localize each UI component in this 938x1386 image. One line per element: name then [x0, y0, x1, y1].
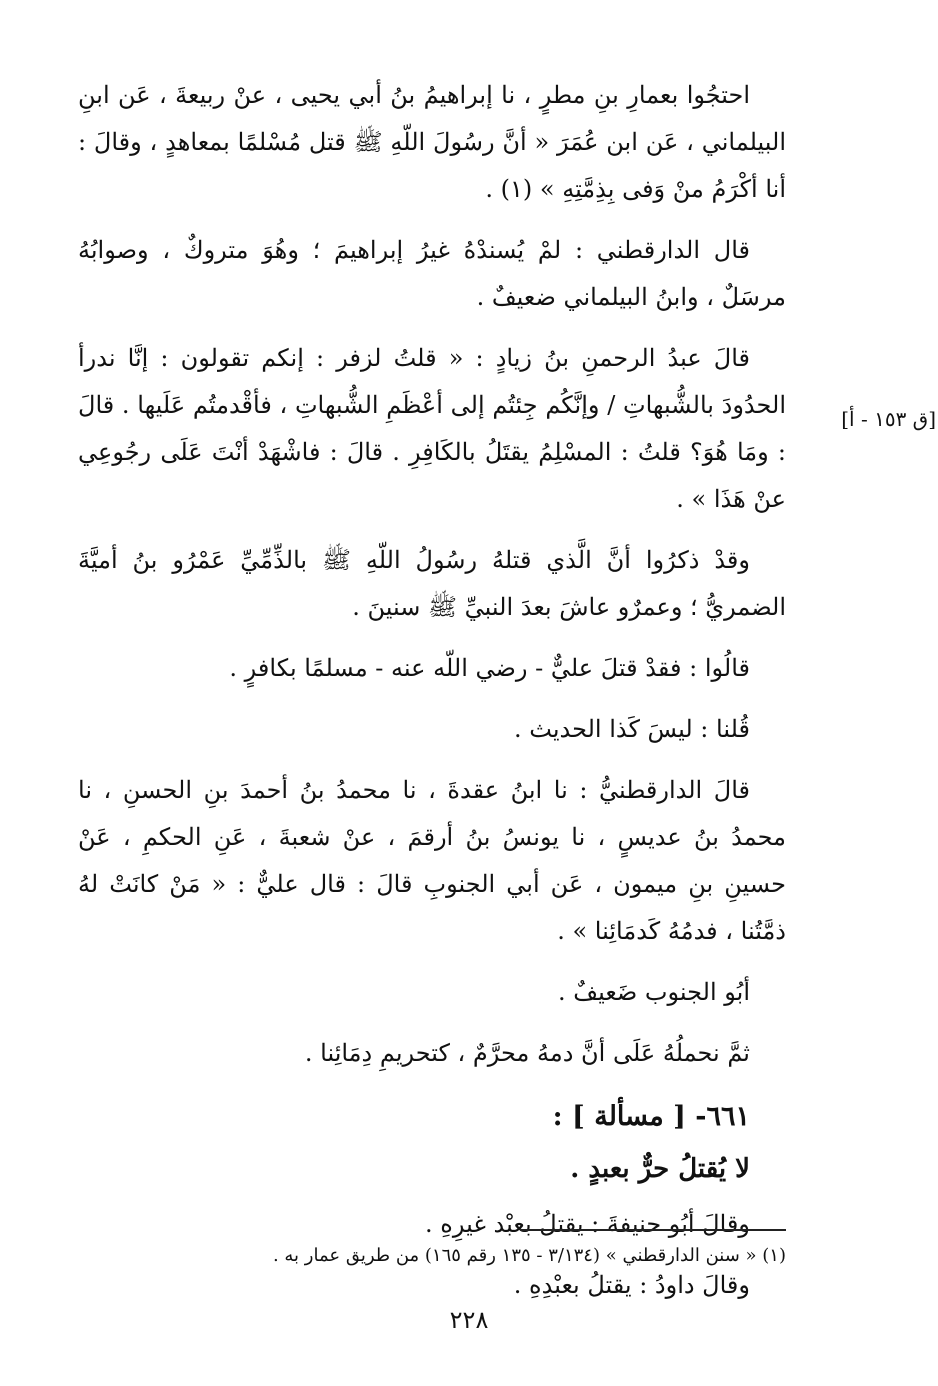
paragraph-2: قال الدارقطني : لمْ يُسندْهُ غيرُ إبراهيمَ ؛ وهُوَ متروكٌ ، وصوابُهُ مرسَلٌ ، وابنُ البيلماني ضعيفٌ .: [78, 236, 786, 311]
issue-subheading: لا يُقتلُ حرٌّ بعبدٍ .: [570, 1154, 750, 1184]
paragraph-8: أبُو الجنوب ضَعيفٌ .: [557, 978, 750, 1006]
paragraph-9: ثمَّ نحملُهُ عَلَى أنَّ دمهُ محرَّمٌ ، كتحريمِ دِمَائِنا .: [304, 1039, 750, 1067]
closing-1: وقالَ أبُو حنيفةَ : يقتلُ بعبْد غيرِهِ .: [425, 1210, 750, 1238]
main-text: [78, 72, 786, 1323]
paragraph-6: قُلنا : ليسَ كَذا الحديث .: [514, 715, 750, 743]
issue-heading: ٦٦١- [ مسألة ] :: [552, 1101, 750, 1132]
footnote-divider: [520, 1229, 786, 1231]
footnote: (١) « سنن الدارقطني » (٣/١٣٤ - ١٣٥ رقم ١٦٥) من طريق عمار به .: [272, 1245, 786, 1266]
paragraph-7: قالَ الدارقطنيُّ : نا ابنُ عقدةَ ، نا محمدُ بنُ أحمدَ بنِ الحسنِ ، نا محمدُ بنُ عديسٍ ، نا يونسُ بنُ أرقمَ ، عنْ شعبةَ ، عَنِ الحكمِ ، عَنْ حسينِ بنِ ميمون ، عَن أبي الجنوبِ قالَ : قال عليٌّ : « مَنْ كانَتْ لهُ ذمَّتُنا ، فدمُهُ كَدمَائِنا » .: [78, 776, 786, 945]
paragraph-5: قالُوا : فقدْ قتلَ عليٌّ - رضي اللّه عنه - مسلمًا بكافرٍ .: [229, 654, 750, 682]
paragraph-4: وقدْ ذكرُوا أنَّ الَّذي قتلهُ رسُولُ اللّهِ ﷺ بالذِّمِّيِّ عَمْرُو بنُ أميَّةَ الضمريُّ ؛ وعمرٌو عاشَ بعدَ النبيِّ ﷺ سنينَ .: [78, 546, 786, 621]
manuscript-margin-note: [ق ١٥٣ - أ]: [841, 407, 936, 431]
paragraph-1: احتجُوا بعمارِ بنِ مطرٍ ، نا إبراهيمُ بنُ أبي يحيى ، عنْ ربيعةَ ، عَن ابنِ البيلماني ، عَن ابن عُمَرَ « أنَّ رسُولَ اللّهِ ﷺ قتل مُسْلمًا بمعاهدٍ ، وقالَ : أنا أكْرَمُ منْ وَفى بِذِمَّتِهِ » (١) .: [78, 81, 786, 203]
closing-2: وقالَ داودُ : يقتلُ بعبْدِهِ .: [513, 1271, 750, 1299]
paragraph-3: قالَ عبدُ الرحمنِ بنُ زيادٍ : « قلتُ لزفر : إنكم تقولون : إنَّا ندرأ الحدُودَ بالشُّبهاتِ / وإنَّكُم جِئتُم إلى أعْظَمِ الشُّبهاتِ ، فأقْدمتُم عَلَيها . قالَ : ومَا هُوَ؟ قلتُ : المسْلِمُ يقتَلُ بالكَافِرِ . قالَ : فاشْهَدْ أنْتَ عَلَى رجُوعِي عنْ هَذَا » .: [78, 344, 786, 513]
page-number: ٢٢٨: [449, 1306, 489, 1334]
